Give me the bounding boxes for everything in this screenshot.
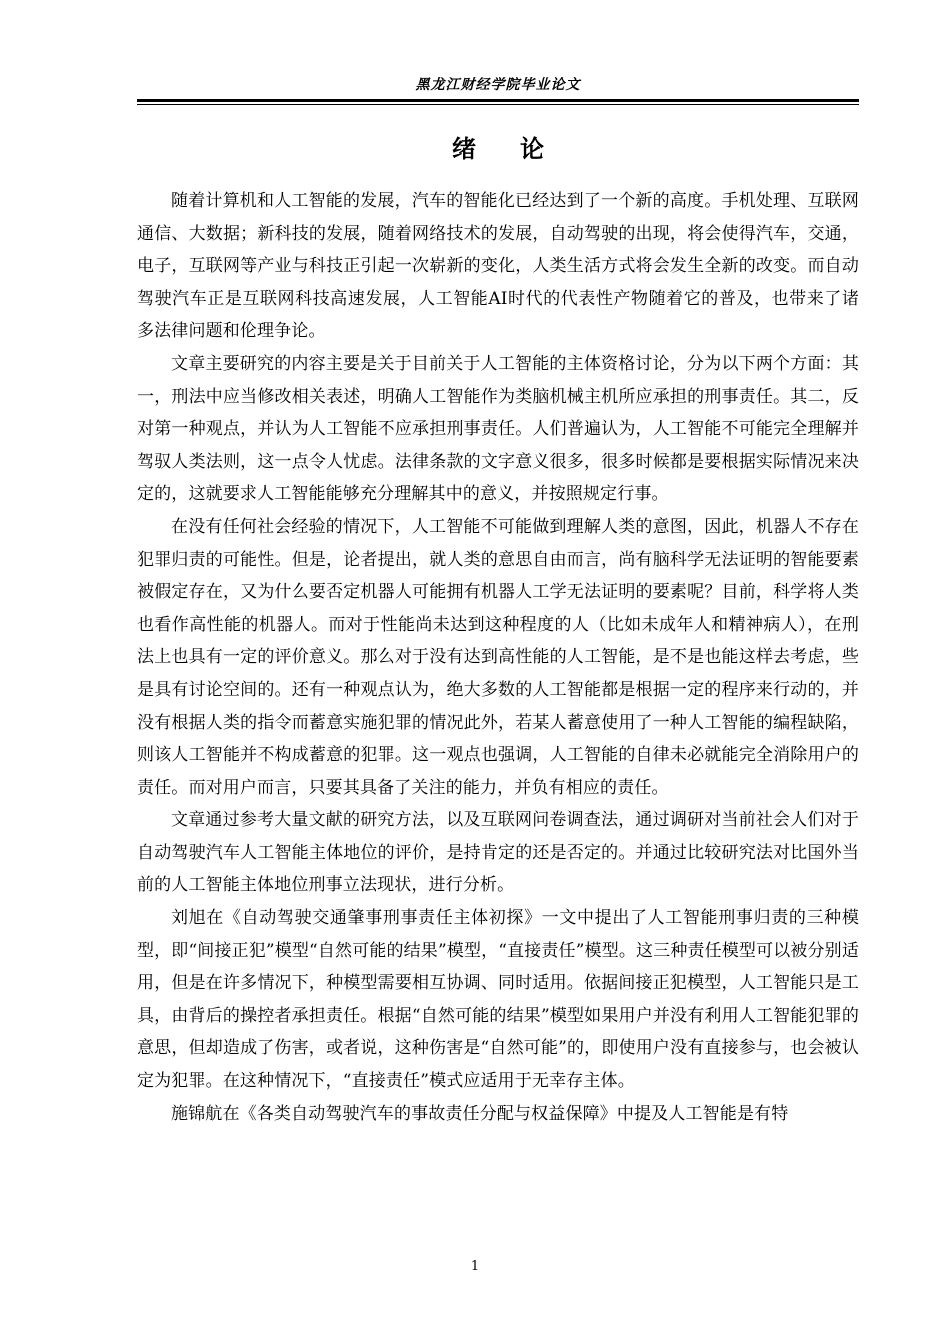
running-header: 黑龙江财经学院毕业论文 [415, 77, 581, 93]
header-rule-thin [137, 104, 859, 105]
paragraph-4: 文章通过参考大量文献的研究方法，以及互联网问卷调查法，通过调研对当前社会人们对于自动驾驶汽车人工智能主体地位的评价，是持肯定的还是否定的。并通过比较研究法对比国外当前的人工智能主体地位刑事立法现状，进行分析。 [137, 810, 859, 896]
chapter-title: 绪论 [452, 134, 588, 163]
paragraph-3: 在没有任何社会经验的情况下，人工智能不可能做到理解人类的意图，因此，机器人不存在犯罪归责的可能性。但是，论者提出，就人类的意思自由而言，尚有脑科学无法证明的智能要素被假定存在，又为什么要否定机器人可能拥有机器人工学无法证明的要素呢？目前，科学将人类也看作高性能的机器人。而对于性能尚未达到这种程度的人（比如未成年人和精神病人），在刑法上也具有一定的评价意义。那么对于没有达到高性能的人工智能，是不是也能这样去考虑，些是具有讨论空间的。还有一种观点认为，绝大多数的人工智能都是根据一定的程序来行动的，并没有根据人类的指令而蓄意实施犯罪的情况此外，若某人蓄意使用了一种人工智能的编程缺陷，则该人工智能并不构成蓄意的犯罪。这一观点也强调，人工智能的自律未必就能完全消除用户的责任。而对用户而言，只要其具备了关注的能力，并负有相应的责任。 [137, 516, 859, 798]
paragraph-6: 施锦航在《各类自动驾驶汽车的事故责任分配与权益保障》中提及人工智能是有特 [171, 1103, 789, 1124]
header-rule-thick [137, 99, 859, 102]
body-text [137, 185, 859, 1130]
paragraph-5: 刘旭在《自动驾驶交通肇事刑事责任主体初探》一文中提出了人工智能刑事归责的三种模型，即“间接正犯”模型“自然可能的结果”模型，“直接责任”模型。这三种责任模型可以被分别适用，但是在许多情况下，种模型需要相互协调、同时适用。依据间接正犯模型，人工智能只是工具，由背后的操控者承担责任。根据“自然可能的结果”模型如果用户并没有利用人工智能犯罪的意思，但却造成了伤害，或者说，这种伤害是“自然可能”的，即使用户没有直接参与，也会被认定为犯罪。在这种情况下，“直接责任”模式应适用于无幸存主体。 [137, 908, 859, 1092]
paragraph-2: 文章主要研究的内容主要是关于目前关于人工智能的主体资格讨论，分为以下两个方面：其一，刑法中应当修改相关表述，明确人工智能作为类脑机械主机所应承担的刑事责任。其二，反对第一种观点，并认为人工智能不应承担刑事责任。人们普遍认为，人工智能不可能完全理解并驾驭人类法则，这一点令人忧虑。法律条款的文字意义很多，很多时候都是要根据实际情况来决定的，这就要求人工智能能够充分理解其中的意义，并按照规定行事。 [137, 353, 859, 505]
page-number: 1 [470, 1259, 480, 1274]
paragraph-1: 随着计算机和人工智能的发展，汽车的智能化已经达到了一个新的高度。手机处理、互联网通信、大数据；新科技的发展，随着网络技术的发展，自动驾驶的出现，将会使得汽车，交通，电子，互联网等产业与科技正引起一次崭新的变化，人类生活方式将会发生全新的改变。而自动驾驶汽车正是互联网科技高速发展，人工智能AI时代的代表性产物随着它的普及，也带来了诸多法律问题和伦理争论。 [137, 191, 859, 342]
